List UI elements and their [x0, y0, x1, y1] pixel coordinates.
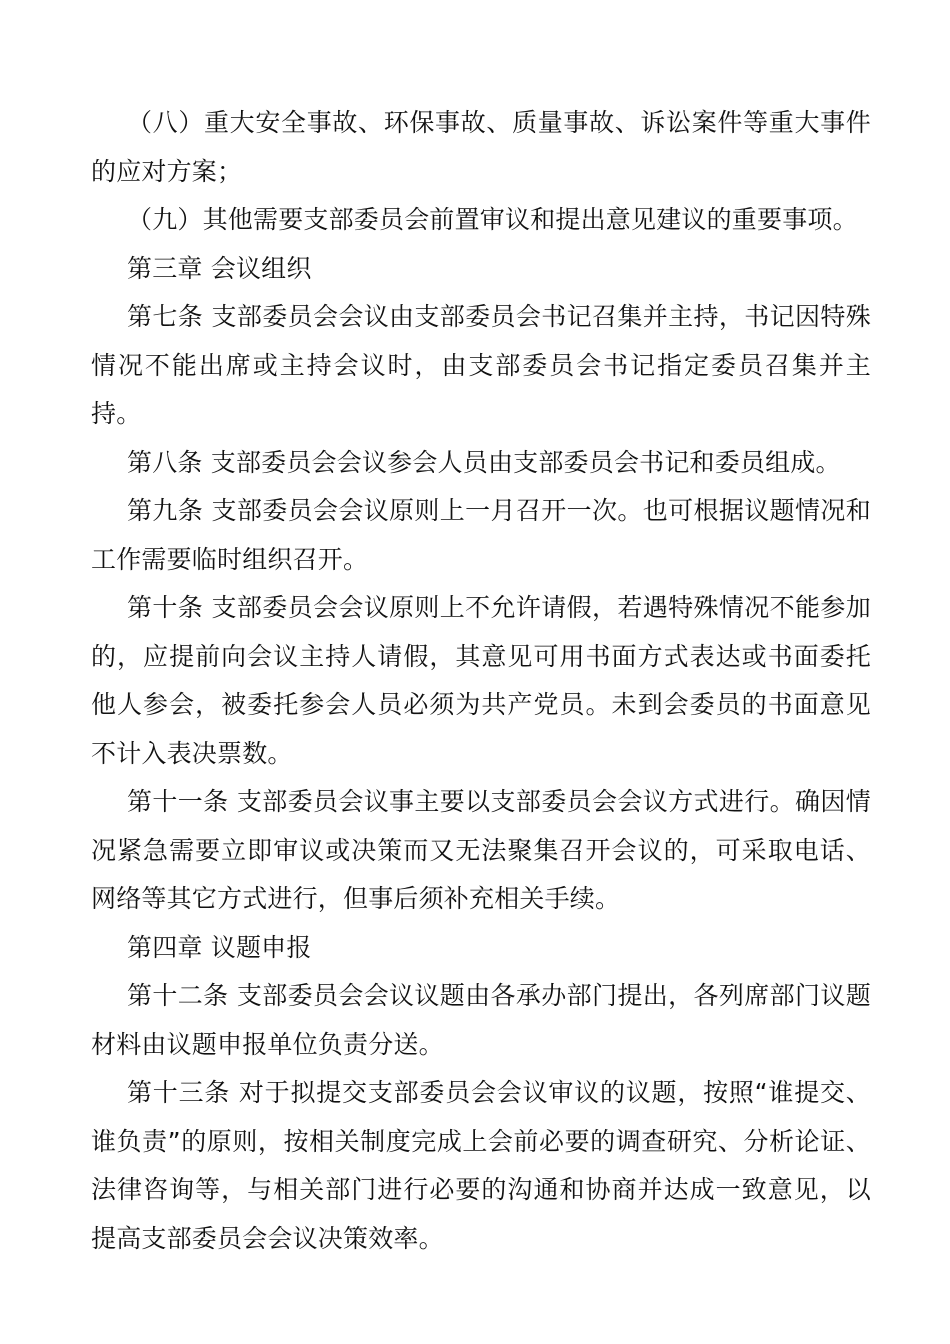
article-11: 第十一条 支部委员会议事主要以支部委员会会议方式进行。确因情况紧急需要立即审议或决策而又无法聚集召开会议的，可采取电话、网络等其它方式进行，但事后须补充相关手续。	[91, 787, 871, 913]
article-10: 第十条 支部委员会会议原则上不允许请假，若遇特殊情况不能参加的，应提前向会议主持人请假，其意见可用书面方式表达或书面委托他人参会，被委托参会人员必须为共产党员。未到会委员的书面意见不计入表决票数。	[91, 593, 871, 768]
document-body	[91, 99, 871, 1263]
clause-item-9: （九）其他需要支部委员会前置审议和提出意见建议的重要事项。	[127, 205, 858, 234]
chapter-heading-4: 第四章 议题申报	[127, 932, 312, 962]
article-13: 第十三条 对于拟提交支部委员会会议审议的议题，按照“谁提交、谁负责”的原则，按相关制度完成上会前必要的调查研究、分析论证、法律咨询等，与相关部门进行必要的沟通和协商并达成一致意见，以提高支部委员会会议决策效率。	[91, 1078, 871, 1253]
article-12: 第十二条 支部委员会会议议题由各承办部门提出，各列席部门议题材料由议题申报单位负责分送。	[91, 981, 871, 1059]
article-7: 第七条 支部委员会会议由支部委员会书记召集并主持，书记因特殊情况不能出席或主持会议时，由支部委员会书记指定委员召集并主持。	[91, 302, 871, 428]
chapter-heading-3: 第三章 会议组织	[127, 253, 312, 283]
clause-item-8: （八）重大安全事故、环保事故、质量事故、诉讼案件等重大事件的应对方案；	[91, 108, 871, 186]
article-9: 第九条 支部委员会会议原则上一月召开一次。也可根据议题情况和工作需要临时组织召开。	[91, 496, 871, 574]
article-8: 第八条 支部委员会会议参会人员由支部委员会书记和委员组成。	[127, 447, 841, 477]
